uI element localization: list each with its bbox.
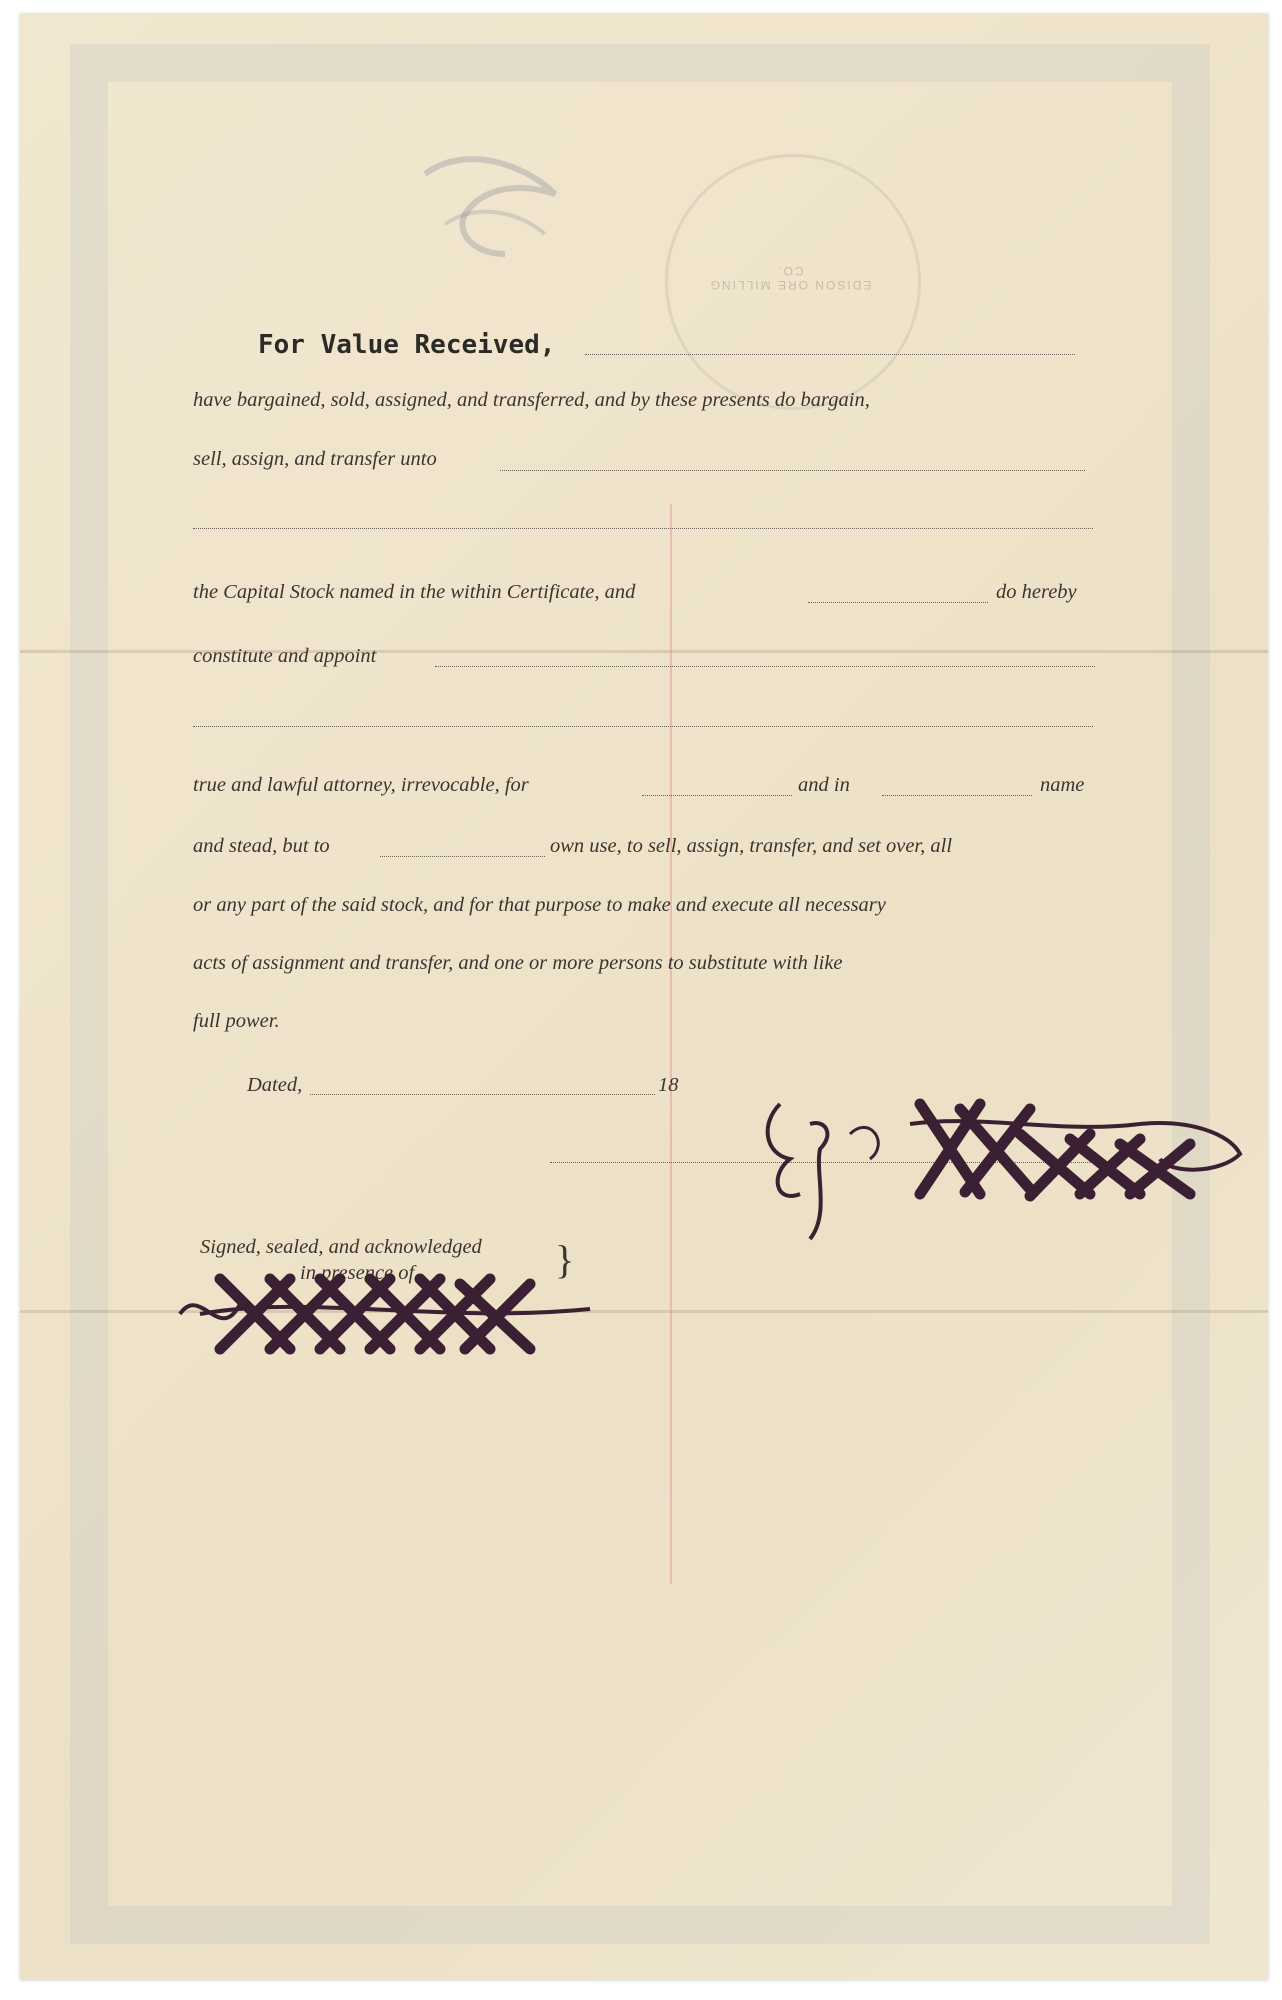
- blank-line: [808, 602, 988, 603]
- witness-label-1: Signed, sealed, and acknowledged: [200, 1236, 482, 1258]
- year-prefix: 18: [658, 1074, 679, 1096]
- body-line-6-end: own use, to sell, assign, transfer, and set over, all: [550, 835, 953, 857]
- dated-label: Dated,: [247, 1074, 303, 1096]
- blank-line: [310, 1094, 655, 1095]
- body-line-4: constitute and appoint: [193, 645, 377, 667]
- blank-line: [882, 795, 1032, 796]
- body-line-9: full power.: [193, 1010, 280, 1032]
- redacted-witness-signature: [160, 1254, 620, 1364]
- body-line-8: acts of assignment and transfer, and one or more persons to substitute with like: [193, 952, 843, 974]
- blank-line: [380, 856, 545, 857]
- body-line-1: have bargained, sold, assigned, and transferred, and by these presents do bargain,: [193, 389, 870, 411]
- body-line-6: and stead, but to: [193, 835, 330, 857]
- blank-line: [435, 666, 1095, 667]
- blank-line: [585, 354, 1075, 355]
- ornament-showthrough: [405, 154, 575, 274]
- blank-line: [193, 726, 1093, 727]
- redacted-signature: [740, 1064, 1260, 1244]
- body-line-3: the Capital Stock named in the within Certificate, and: [193, 581, 636, 603]
- blank-line: [500, 470, 1085, 471]
- seal-text: EDISON ORE MILLING CO.: [708, 264, 872, 292]
- witness-label-2: in presence of: [300, 1262, 415, 1284]
- witness-brace: }: [555, 1237, 575, 1282]
- body-line-5-mid: and in: [798, 774, 850, 796]
- body-line-2: sell, assign, and transfer unto: [193, 448, 437, 470]
- body-line-3-end: do hereby: [996, 581, 1077, 603]
- blank-line: [642, 795, 792, 796]
- body-line-5: true and lawful attorney, irrevocable, for: [193, 774, 529, 796]
- decorative-border: [70, 44, 1210, 1944]
- certificate-sheet: [20, 14, 1268, 1980]
- heading-for-value-received: For Value Received,: [258, 330, 556, 360]
- body-line-7: or any part of the said stock, and for that purpose to make and execute all necessary: [193, 894, 886, 916]
- body-line-5-end: name: [1040, 774, 1085, 796]
- blank-line: [193, 528, 1093, 529]
